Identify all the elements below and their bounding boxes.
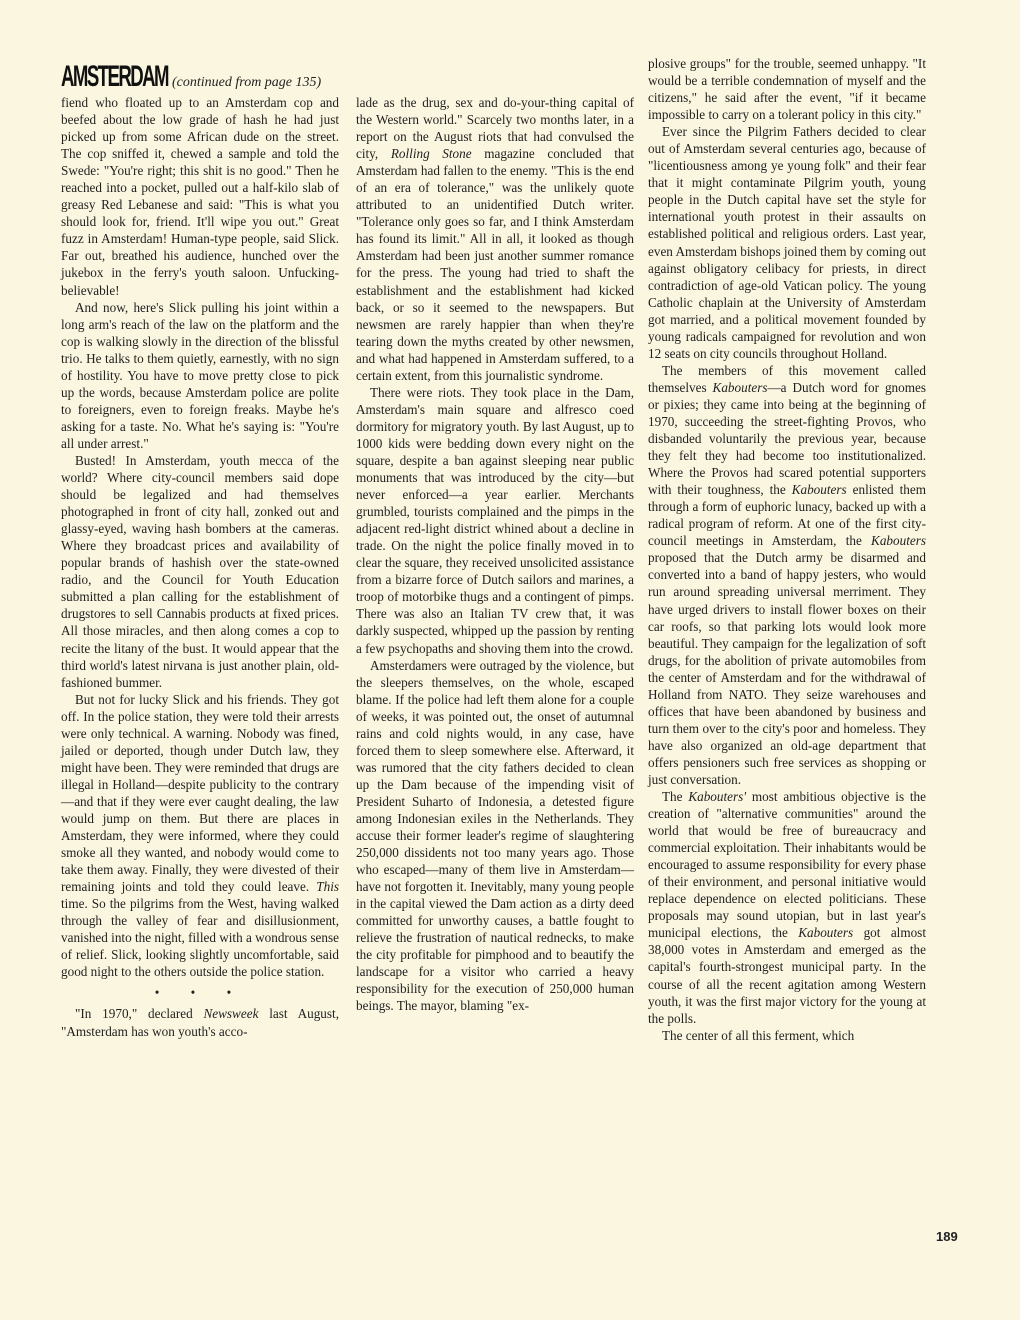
section-break: • • • [154, 985, 246, 1001]
emphasis: Kabouters [791, 482, 847, 498]
paragraph: plosive groups" for the trouble, seemed unhappy. "It would be a terrible condemnation of myself and the citizens," he said after the event, "if it became impossible to carry on a tolerant policy in this city." [648, 56, 926, 123]
paragraph: The center of all this ferment, which [662, 1027, 855, 1043]
emphasis: Kabouters [712, 379, 768, 395]
text-column-1 [61, 94, 339, 1040]
paragraph-text: The members of this movement called themselves [648, 362, 926, 395]
article-heading [61, 58, 351, 92]
paragraph: Busted! In Amsterdam, youth mecca of the world? Where city-council members said dope should be legalized and had themselves photographed in front of city hall, zonked out and glassy-eyed, waving hash bombers at the cameras. Where they broadcast prices and availability of popular brands of hashish over the state-owned radio, and the Council for Youth Education submitted a plan calling for the establishment of drugstores to sell Cannabis products at fixed prices. All those miracles, and then along comes a cop to recite the litany of the bust. It would appear that the third world's latest nirvana is just another plain, old-fashioned bummer. [61, 452, 339, 690]
paragraph-text: The [662, 789, 689, 805]
paragraph [648, 788, 926, 1027]
paragraph-text: But not for lucky Slick and his friends. They got off. In the police station, they were told their arrests were only technical. A warning. Nobody was fined, jailed or deported, though under Dutch law, they might have been. They were reminded that drugs are illegal in Holland—despite publicity to the contrary —and that if they were ever caught dealing, the law would jump on them. But there are places in Amsterdam, they were informed, where they could smoke all they wanted, and nobody would come to take them away. Finally, they were divested of their remaining joints and told they could leave. [61, 691, 339, 895]
text-column-3 [648, 55, 926, 1044]
paragraph [356, 94, 634, 384]
paragraph-text: magazine concluded that Amsterdam had fallen to the enemy. "This is the end of an era of tolerance," was the unlikely quote attributed to an unidentified Dutch writer. "Tolerance only goes so far, and I think Amsterdam has found its limit." All in all, it looked as though Amsterdam had been just another summer romance for the press. The young had tried to shaft the establishment and the establishment had kicked back, or so it seemed to the newspapers. But newsmen are rarely happier than when they're tearing down the myths created by other newsmen, and what had happened in Amsterdam suffered, to a certain extent, from this journalistic syndrome. [356, 146, 634, 383]
emphasis: This [316, 879, 340, 895]
emphasis: Kabouters [798, 925, 854, 941]
emphasis: Kabouters' [688, 789, 747, 805]
publication-name: Rolling Stone [390, 146, 472, 162]
paragraph-text: most ambitious objective is the creation of "alternative communities" around the world that would be free of bureaucracy and commercial exploitation. Their inhabitants would be encouraged to assume responsibility for every phase of their environment, and personal initiative would replace dependence on elected politicians. These proposals may sound utopian, but in last year's municipal elections, the [648, 789, 926, 941]
section-logo: AMSTERDAM [61, 60, 168, 93]
paragraph-text: "In 1970," declared [75, 1006, 204, 1022]
publication-name: Newsweek [203, 1006, 259, 1022]
paragraph: And now, here's Slick pulling his joint within a long arm's reach of the law on the platform and the cop is walking slowly in the direction of the blissful trio. He talks to them quietly, earnestly, with no sign of hostility. You have to move pretty close to pick up the words, because Amsterdam police are polite to foreigners, even to foreign freaks. Maybe he's asking for a taste. No. What he's saying is: "You're all under arrest." [61, 299, 339, 451]
paragraph-text: last August, "Amsterdam has won youth's acco- [61, 1006, 339, 1039]
paragraph-text: —a Dutch word for gnomes or pixies; they came into being at the beginning of 1970, succeeding the street-fighting Provos, who disbanded voluntarily the previous year, because they felt they had become too institutionalized. Where the Provos had scared potential supporters with their toughness, the [648, 379, 926, 498]
continued-from-note: (continued from page 135) [172, 75, 322, 90]
paragraph: Ever since the Pilgrim Fathers decided to clear out of Amsterdam several centuries ago, because of "licentiousness among ye young folk" and their fear that it might contaminate Pilgrim youth, young people in the Dutch capital have set the style for international youth protest in their assaults on established political and religious orders. Last year, even Amsterdam bishops joined them by coming out against obligatory celibacy for priests, in direct contradiction of age-old Vatican policy. The young Catholic chaplain at the University of Amsterdam got married, and a political movement founded by young radicals campaigned for revolution and won 12 seats on city councils throughout Holland. [648, 124, 926, 361]
paragraph-text: proposed that the Dutch army be disarmed and converted into a band of happy jesters, who would run around spreading universal merriment. They have urged drivers to install flower boxes on their car roofs, so that parking lots would look more beautiful. They campaign for the legalization of soft drugs, for the abolition of private automobiles from the center of Amsterdam and for the withdrawal of Holland from NATO. They seize warehouses and offices that have been abandoned by business and turn them over to the city's poor and homeless. They have also organized an old-age department that offers pensioners such free services as shopping or just conversation. [648, 550, 926, 787]
paragraph-text: enlisted them through a form of euphoric lunacy, backed up with a radical program of reform. At one of the first city-council meetings in Amsterdam, the [648, 482, 926, 549]
emphasis: Kabouters [871, 533, 926, 549]
paragraph-text: lade as the drug, sex and do-your-thing capital of the Western world." Scarcely two months later, in a report on the August riots that had convulsed the city, [356, 95, 634, 162]
paragraph [648, 362, 926, 788]
paragraph: There were riots. They took place in the Dam, Amsterdam's main square and alfresco coed dormitory for migratory youth. By last August, up to 1000 kids were bedding down every night on the square, despite a ban against sleeping near public monuments that was introduced by the city—but never enforced—a year earlier. Merchants grumbled, tourists complained and the pimps in the adjacent red-light district whined about a decline in trade. On the night the police finally moved in to clear the square, they received unsolicited assistance from a bizarre force of Dutch sailors and marines, a troop of motorbike thugs and a contingent of pimps. There was also an Italian TV crew that, it was darkly suspected, whipped up the passion by renting a few psychopaths and shoving them into the crowd. [356, 384, 634, 656]
paragraph: fiend who floated up to an Amsterdam cop and beefed about the low grade of hash he had just picked up from some African dude on the street. The cop sniffed it, chewed a sample and told the Swede: "You're right; this shit is no good." Then he reached into a pocket, pulled out a half-kilo slab of greasy Red Lebanese and said: "This is what you should look for, friend. It'll wipe you out." Great fuzz in Amsterdam! Human-type people, said Slick. Far out, breathed his audience, hunched over the jukebox in the ferry's youth saloon. Unfucking-believable! [61, 95, 339, 298]
paragraph [61, 691, 339, 981]
paragraph-text: got almost 38,000 votes in Amsterdam and emerged as the capital's fourth-strongest municipal party. In the course of all the recent agitation among Western youth, it was the first major victory for the young at the polls. [648, 925, 926, 1026]
page-number: 189 [936, 1229, 958, 1244]
paragraph [61, 1005, 339, 1039]
paragraph: Amsterdamers were outraged by the violence, but the sleepers themselves, on the whole, escaped blame. If the police had left them alone for a couple of weeks, it was pointed out, the onset of autumnal rains and cold nights would, in any case, have forced them to sleep somewhere else. Afterward, it was rumored that the city fathers decided to clean up the Dam because of the impending visit of President Suharto of Indonesia, a detested figure among Indonesian exiles in the Netherlands. They accuse their former leader's regime of slaughtering 250,000 dissidents not too many years ago. Those who escaped—many of them live in Amsterdam—have not forgotten it. Inevitably, many young people in the capital viewed the Dam action as a dirty deed committed for unworthy causes, a battle fought to relieve the frustration of nautical rednecks, to make the city profitable for pimphood and to beautify the landscape for a visitor who carried a heavy responsibility for the execution of 250,000 human beings. The mayor, blaming "ex- [356, 657, 634, 1014]
paragraph-text: time. So the pilgrims from the West, having walked through the valley of fear and disillusionment, vanished into the night, filled with a wondrous sense of relief. Slick, looking slightly uncomfortable, said good night to the others outside the police station. [61, 896, 339, 980]
text-column-2 [356, 94, 634, 1015]
